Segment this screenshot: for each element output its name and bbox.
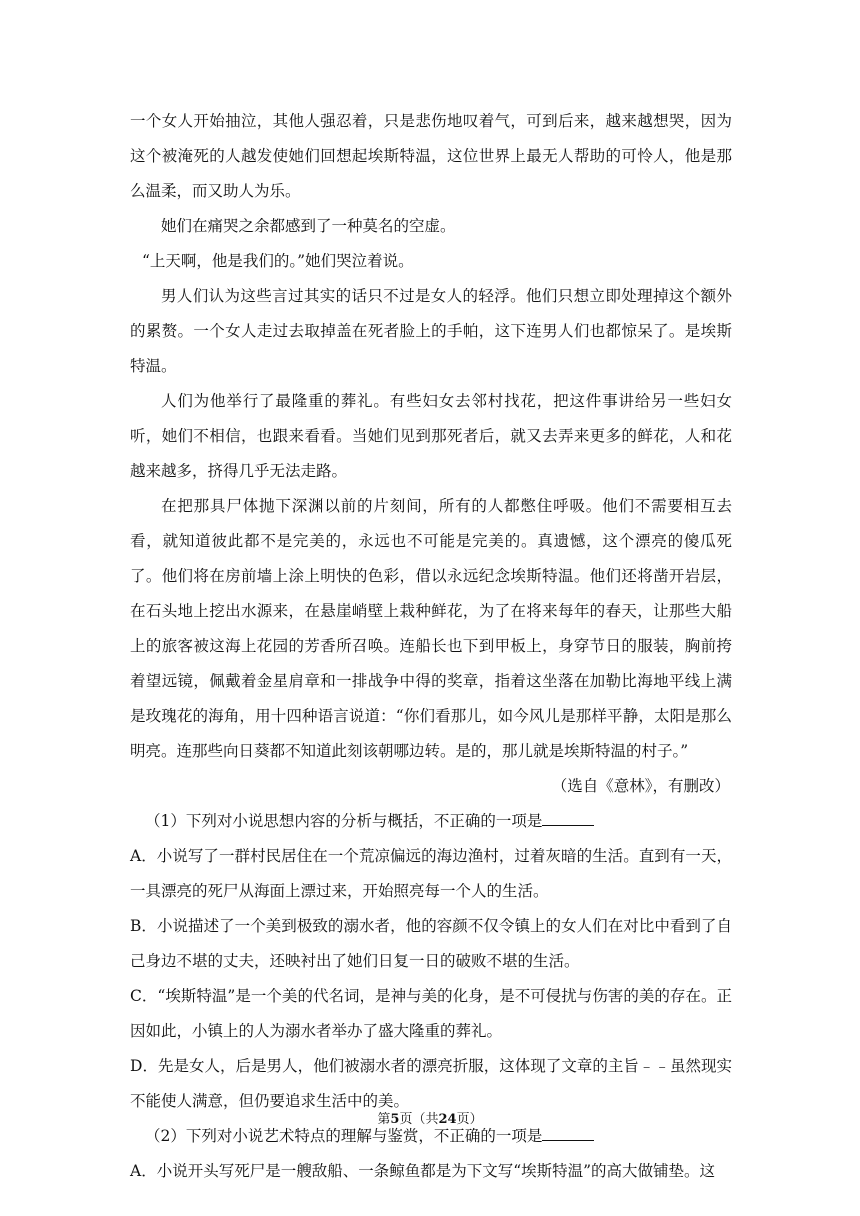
footer-suffix: 页） [456, 1112, 483, 1127]
page-footer [0, 1111, 860, 1129]
footer-prefix: 第 [377, 1112, 391, 1127]
passage-paragraph-2: 她们在痛哭之余都感到了一种莫名的空虚。 [161, 217, 456, 235]
footer-page-number: 5 [390, 1112, 400, 1127]
question-1-stem [130, 804, 732, 839]
footer-mid: 页（共 [399, 1112, 439, 1127]
passage-paragraph-4: 男人们认为这些言过其实的话只不过是女人的轻浮。他们只想立即处理掉这个额外的累赘。一个女人走过去取掉盖在死者脸上的手帕，这下连男人们也都惊呆了。是埃斯特温。 [130, 287, 732, 375]
question-1-option-a: A．小说写了一群村民居住在一个荒凉偏远的海边渔村，过着灰暗的生活。直到有一天，一具漂亮的死尸从海面上漂过来，开始照亮每一个人的生活。 [130, 847, 732, 900]
passage-paragraph-1: 一个女人开始抽泣，其他人强忍着，只是悲伤地叹着气，可到后来，越来越想哭，因为这个被淹死的人越发使她们回想起埃斯特温，这位世界上最无人帮助的可怜人，他是那么温柔，而又助人为乐。 [130, 112, 732, 200]
question-1-option-c: C．“埃斯特温”是一个美的代名词，是神与美的化身，是不可侵扰与伤害的美的存在。正因如此，小镇上的人为溺水者举办了盛大隆重的葬礼。 [130, 987, 732, 1040]
question-1-option-d: D．先是女人，后是男人，他们被溺水者的漂亮折服，这体现了文章的主旨﹣﹣虽然现实不能使人满意，但仍要追求生活中的美。 [130, 1057, 732, 1110]
footer-total-pages: 24 [438, 1112, 457, 1127]
answer-blank [542, 807, 594, 826]
passage-source: （选自《意林》，有删改） [551, 777, 730, 795]
question-2-text: （2）下列对小说艺术特点的理解与鉴赏，不正确的一项是 [145, 1127, 543, 1145]
document-body [130, 104, 732, 1189]
passage-paragraph-3: “上天啊，他是我们的。”她们哭泣着说。 [142, 252, 414, 270]
passage-paragraph-6: 在把那具尸体抛下深渊以前的片刻间，所有的人都憋住呼吸。他们不需要相互去看，就知道彼此都不是完美的，永远也不可能是完美的。真遗憾，这个漂亮的傻瓜死了。他们将在房前墙上涂上明快的色彩，借以永远纪念埃斯特温。他们还将凿开岩层，在石头地上挖出水源来，在悬崖峭壁上栽种鲜花，为了在将来每年的春天，让那些大船上的旅客被这海上花园的芳香所召唤。连船长也下到甲板上，身穿节日的服装，胸前挎着望远镜，佩戴着金星肩章和一排战争中得的奖章，指着这坐落在加勒比海地平线上满是玫瑰花的海角，用十四种语言说道：“你们看那儿，如今风儿是那样平静，太阳是那么明亮。连那些向日葵都不知道此刻该朝哪边转。是的，那儿就是埃斯特温的村子。” [130, 497, 732, 760]
question-2-option-a: A．小说开头写死尸是一艘敌船、一条鲸鱼都是为下文写“埃斯特温”的高大做铺垫。这 [130, 1162, 716, 1180]
question-1-option-b: B．小说描述了一个美到极致的溺水者，他的容颜不仅令镇上的女人们在对比中看到了自己身边不堪的丈夫，还映衬出了她们日复一日的破败不堪的生活。 [130, 917, 732, 970]
question-1-text: （1）下列对小说思想内容的分析与概括，不正确的一项是 [145, 812, 543, 830]
passage-paragraph-5: 人们为他举行了最隆重的葬礼。有些妇女去邻村找花，把这件事讲给另一些妇女听，她们不相信，也跟来看看。当她们见到那死者后，就又去弄来更多的鲜花，人和花越来越多，挤得几乎无法走路。 [130, 392, 732, 480]
